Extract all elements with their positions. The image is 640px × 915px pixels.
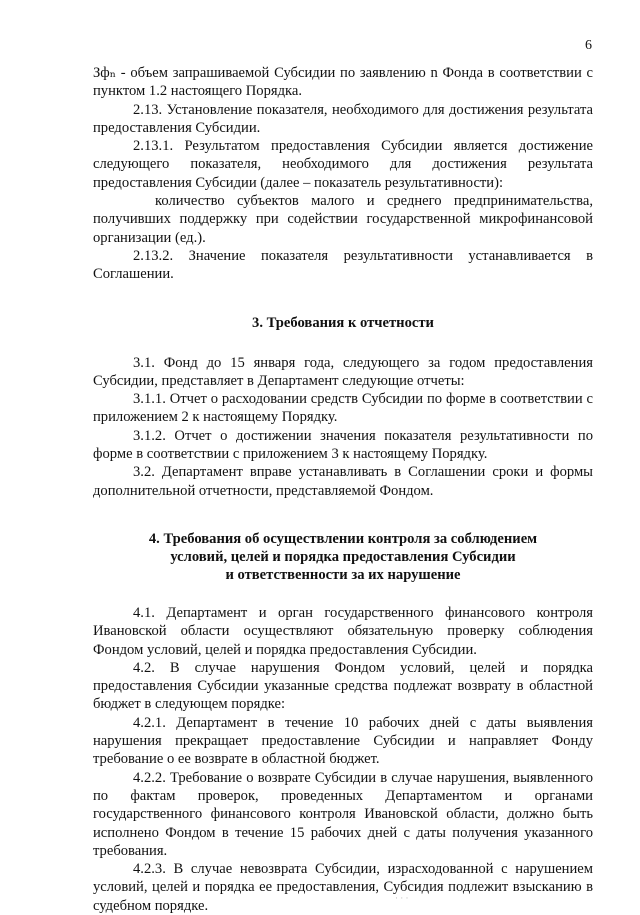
paragraph: 4.1. Департамент и орган государственного финансового контроля Ивановской области осуществляют обязательную проверку соблюдения Фондом условий, целей и порядка предоставления Субсидии. (93, 604, 593, 658)
paragraph: количество субъектов малого и среднего предпринимательства, получивших поддержку при содействии государственной микрофинансовой организации (ед.). (93, 193, 593, 246)
paragraph: 2.13.2. Значение показателя результативности устанавливается в Соглашении. (93, 247, 593, 283)
section-3-heading: 3. Требования к отчетности (252, 314, 434, 331)
section-4-heading-line-2: условий, целей и порядка предоставления Субсидии (170, 548, 516, 565)
document-body (93, 64, 593, 915)
paragraph: 2.13. Установление показателя, необходимого для достижения результата предоставления Субсидии. (93, 101, 593, 136)
paragraph: 4.2. В случае нарушения Фондом условий, целей и порядка предоставления Субсидии указанные средства подлежат возврату в областной бюджет в следующем порядке: (93, 659, 593, 713)
page-number: 6 (585, 38, 592, 53)
section-3-heading-block (93, 314, 593, 332)
scan-mark: · · · (395, 893, 409, 903)
paragraph: Зфₙ - объем запрашиваемой Субсидии по заявлению n Фонда в соответствии с пунктом 1.2 настоящего Порядка. (93, 65, 593, 100)
section-4-heading-line-1: 4. Требования об осуществлении контроля за соблюдением (148, 530, 538, 547)
paragraph: 2.13.1. Результатом предоставления Субсидии является достижение следующего показателя, необходимого для достижения результата предоставления Субсидии (далее – показатель результативности): (93, 138, 593, 191)
paragraph: 4.2.3. В случае невозврата Субсидии, израсходованной с нарушением условий, целей и порядка ее предоставления, Субсидия подлежит взысканию в судебном порядке. (93, 861, 593, 914)
paragraph: 4.2.2. Требование о возврате Субсидии в случае нарушения, выявленного по фактам проверок, проведенных Департаментом и органами государственного финансового контроля Ивановской области, должно быть исполнено Фондом в течение 15 рабочих дней с даты получения указанного требования. (93, 769, 593, 859)
paragraph: 3.1. Фонд до 15 января года, следующего за годом предоставления Субсидии, представляет в Департамент следующие отчеты: (93, 354, 593, 389)
paragraph: 3.1.2. Отчет о достижении значения показателя результативности по форме в соответствии с приложением 3 к настоящему Порядку. (93, 427, 593, 463)
section-4-heading-block (93, 530, 593, 584)
section-4-heading-line-3: и ответственности за их нарушение (225, 566, 461, 583)
paragraph: 3.1.1. Отчет о расходовании средств Субсидии по форме в соответствии с приложением 2 к настоящему Порядку. (93, 391, 593, 426)
paragraph: 3.2. Департамент вправе устанавливать в Соглашении сроки и формы дополнительной отчетности, представляемой Фондом. (93, 464, 593, 499)
paragraph: 4.2.1. Департамент в течение 10 рабочих дней с даты выявления нарушения прекращает предоставление Субсидии и направляет Фонду требование о ее возврате в областной бюджет. (93, 714, 593, 768)
